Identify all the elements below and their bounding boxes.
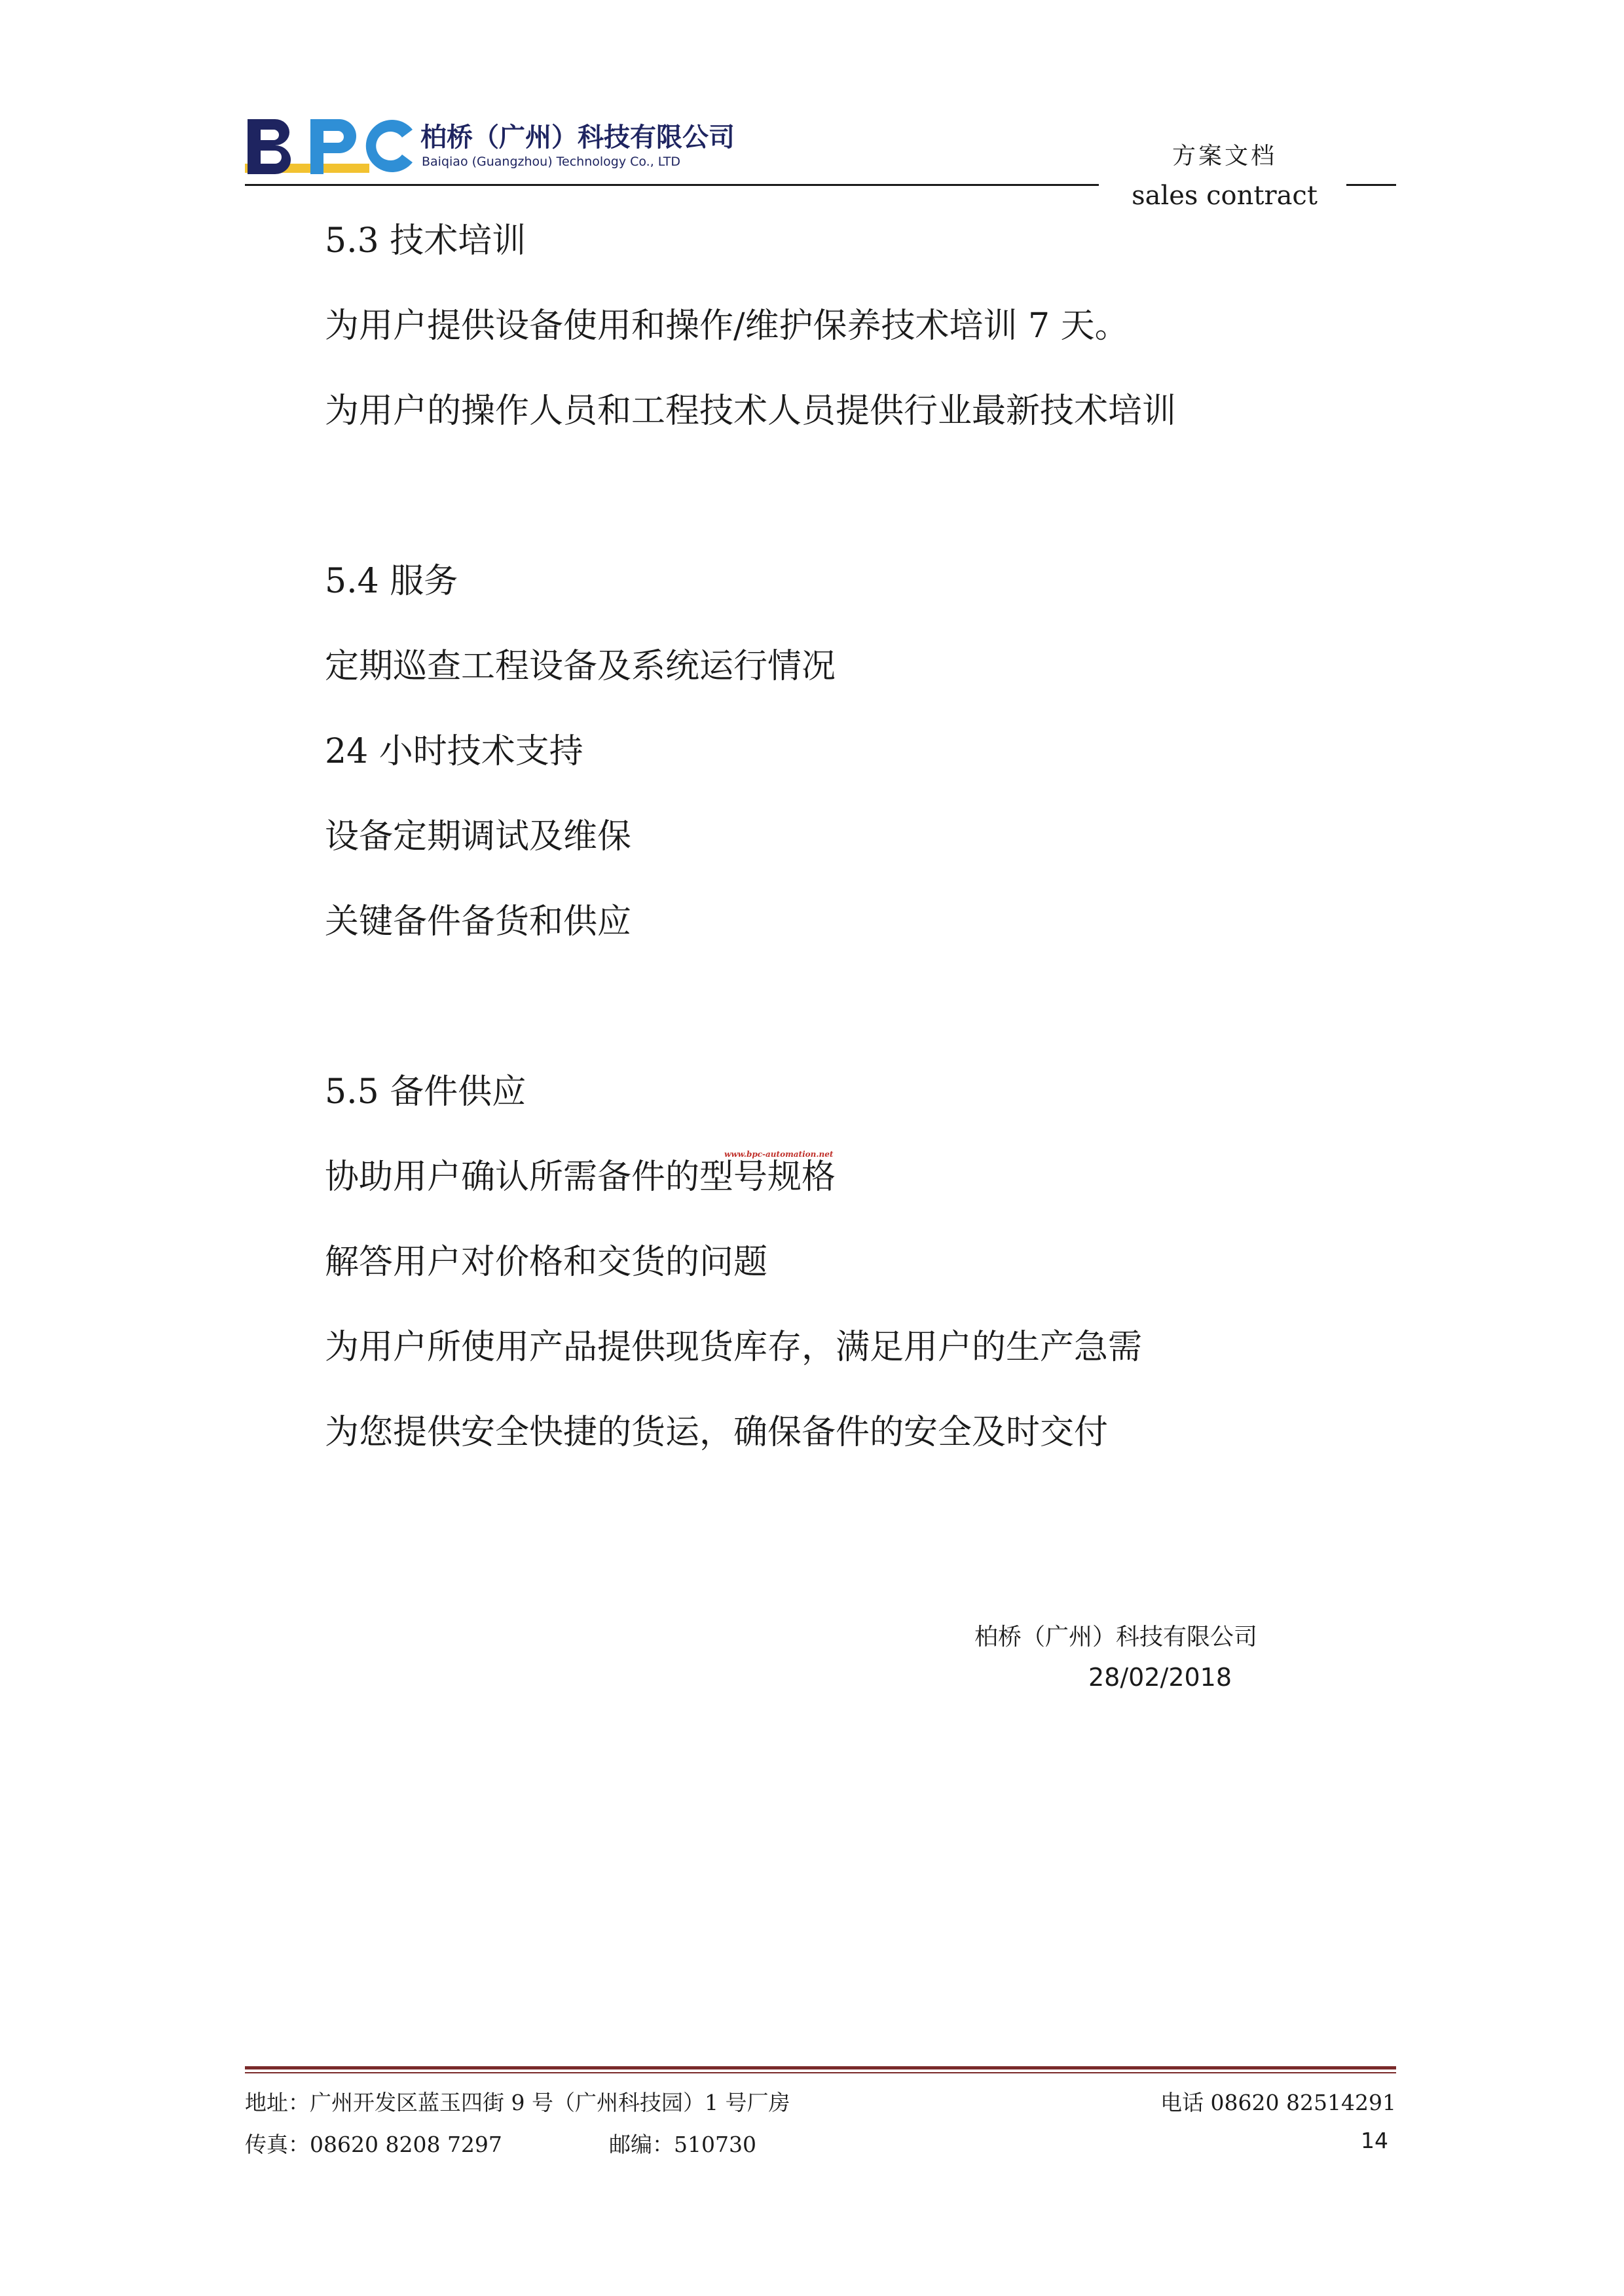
section-title-spare-parts: 5.5 备件供应	[325, 1072, 526, 1112]
signature-date: 28/02/2018	[1088, 1663, 1232, 1692]
service-line: 24 小时技术支持	[325, 732, 583, 771]
company-name-en: Baiqiao (Guangzhou) Technology Co., LTD	[422, 155, 681, 169]
footer-phone: 电话 08620 82514291	[1160, 2090, 1396, 2115]
company-logo	[245, 113, 808, 185]
footer-rule-thin	[245, 2072, 1396, 2073]
spare-parts-line: 为您提供安全快捷的货运，确保备件的安全及时交付	[325, 1413, 1109, 1452]
bpc-logo-icon	[245, 113, 416, 178]
header-rule-right	[1346, 184, 1396, 186]
footer-fax: 传真：08620 8208 7297	[245, 2132, 502, 2157]
spare-parts-line: 解答用户对价格和交货的问题	[325, 1243, 768, 1282]
spare-parts-line: 协助用户确认所需备件的型号规格	[325, 1157, 836, 1197]
doc-type-label: 方案文档	[1172, 143, 1277, 170]
spare-parts-line: 为用户所使用产品提供现货库存，满足用户的生产急需	[325, 1328, 1143, 1367]
training-line: 为用户提供设备使用和操作/维护保养技术培训 7 天。	[325, 306, 1129, 346]
doc-type-label-en: sales contract	[1132, 181, 1318, 211]
page-number: 14	[1361, 2128, 1388, 2153]
footer-postcode: 邮编：510730	[609, 2132, 756, 2157]
service-line: 设备定期调试及维保	[325, 817, 632, 856]
service-line: 关键备件备货和供应	[325, 902, 632, 941]
training-line: 为用户的操作人员和工程技术人员提供行业最新技术培训	[325, 392, 1177, 431]
section-title-training: 5.3 技术培训	[325, 221, 526, 261]
footer-rule	[245, 2066, 1396, 2069]
service-line: 定期巡查工程设备及系统运行情况	[325, 647, 836, 686]
footer-address: 地址：广州开发区蓝玉四街 9 号（广州科技园）1 号厂房	[245, 2090, 790, 2115]
header-rule-left	[245, 184, 1099, 186]
company-name-cn: 柏桥（广州）科技有限公司	[420, 122, 735, 153]
signature-company: 柏桥（广州）科技有限公司	[974, 1624, 1258, 1650]
watermark-url: www.bpc-automation.net	[724, 1150, 834, 1159]
section-title-service: 5.4 服务	[325, 562, 458, 601]
